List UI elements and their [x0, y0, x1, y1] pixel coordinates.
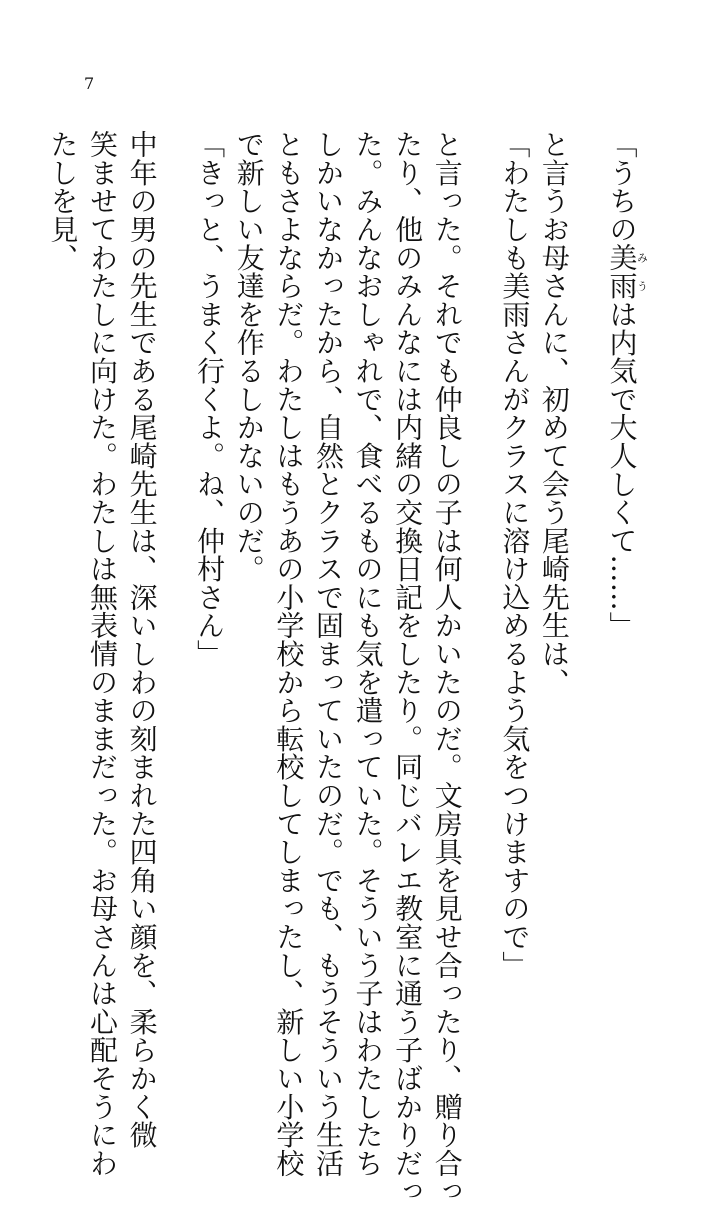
text-line: しかいなかったから、自然とクラスで固まっていたのだ。でも、もうそういう生活 [311, 130, 345, 1178]
text-line: ともさよならだ。わたしはもうあの小学校から転校してしまったし、新しい小学校 [272, 130, 306, 1178]
text-line: 「うちの美雨みうは内気で大人しくて……」 [605, 130, 649, 640]
ruby-annotation: 美雨みう [605, 243, 649, 300]
novel-text-vertical [43, 130, 649, 1205]
text-line: と言った。それでも仲良しの子は何人かいたのだ。文房具を見せ合ったり、贈り合っ [430, 130, 464, 1205]
page-number: 7 [84, 74, 95, 93]
text-line: たり、他のみんなには内緒の交換日記をしたり。同じバレエ教室に通う子ばかりだっ [391, 130, 425, 1205]
text-line: たしを見、 [46, 130, 80, 272]
text-line: 中年の男の先生である尾崎先生は、深いしわの刻まれた四角い顔を、柔らかく微 [125, 130, 159, 1149]
text-line: で新しい友達を作るしかないのだ。 [232, 130, 266, 583]
text-line: と言うお母さんに、初めて会う尾崎先生は、 [537, 130, 571, 696]
text-line: 「きっと、うまく行くよ。ね、仲村さん」 [193, 130, 227, 668]
text-line: た。みんなおしゃれで、食べるものにも気を遣っていた。そういう子はわたしたち [351, 130, 385, 1178]
text-line: 「わたしも美雨さんがクラスに溶け込めるよう気をつけますので」 [498, 130, 532, 979]
text-line: 笑ませてわたしに向けた。わたしは無表情のままだった。お母さんは心配そうにわ [85, 130, 119, 1178]
